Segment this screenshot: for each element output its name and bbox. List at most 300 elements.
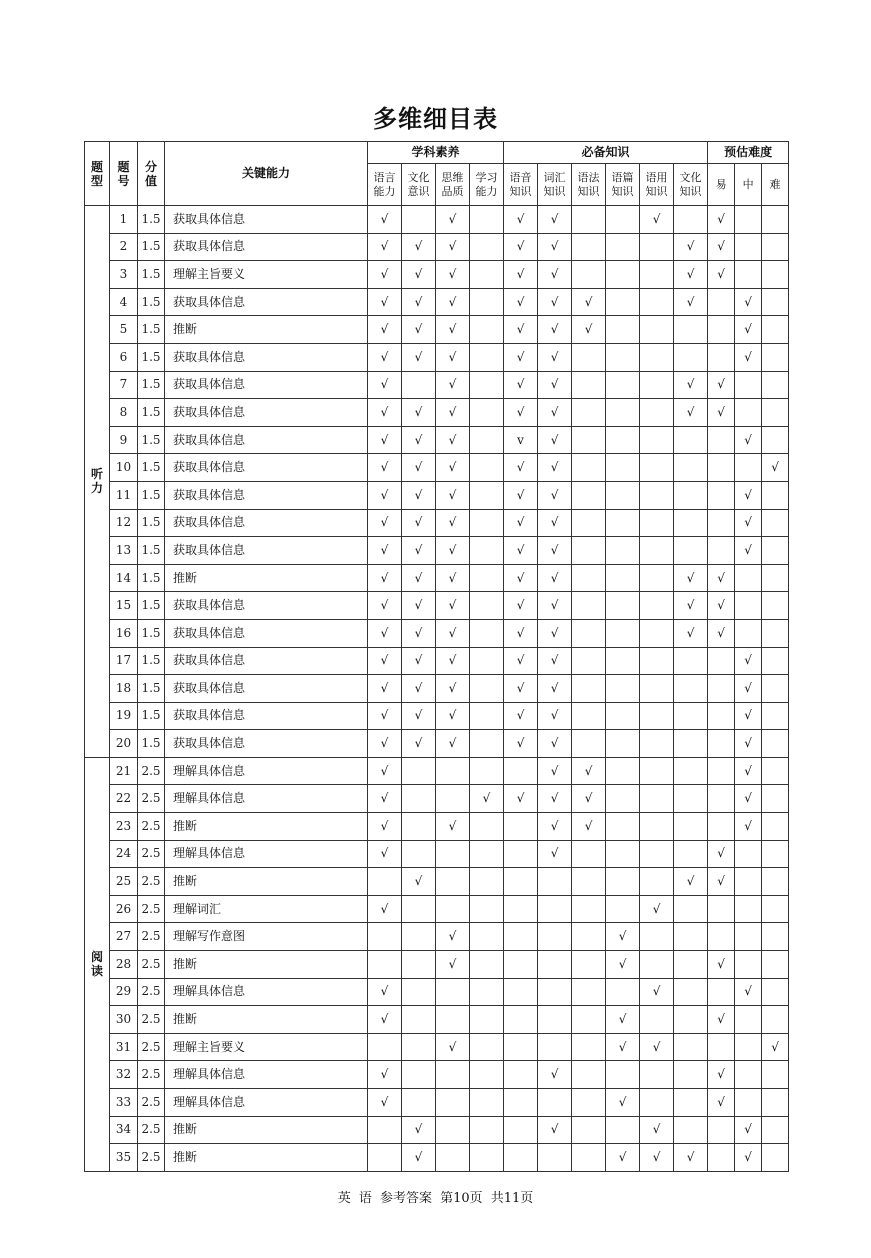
mark-cell: [504, 1116, 538, 1144]
question-number: 3: [110, 261, 138, 289]
table-row: [85, 895, 789, 923]
mark-cell: [470, 261, 504, 289]
mark-cell: [640, 371, 674, 399]
mark-cell: [606, 206, 640, 234]
key-ability-cell: 推断: [165, 1144, 368, 1172]
mark-cell: [640, 537, 674, 565]
mark-cell: [470, 592, 504, 620]
mark-cell: [606, 675, 640, 703]
mark-cell: [640, 868, 674, 896]
header-subcolumn-label: 难: [769, 177, 781, 191]
question-number: 33: [110, 1089, 138, 1117]
mark-cell: √: [640, 895, 674, 923]
mark-cell: [538, 1144, 572, 1172]
mark-cell: [470, 647, 504, 675]
mark-cell: [402, 840, 436, 868]
mark-cell: √: [368, 233, 402, 261]
mark-cell: √: [368, 537, 402, 565]
key-ability-cell: 推断: [165, 1116, 368, 1144]
mark-cell: [606, 399, 640, 427]
mark-cell: √: [436, 426, 470, 454]
mark-cell: √: [708, 564, 735, 592]
mark-cell: √: [436, 399, 470, 427]
mark-cell: √: [538, 233, 572, 261]
mark-cell: [640, 454, 674, 482]
mark-cell: [436, 1089, 470, 1117]
header-number: [110, 142, 138, 206]
mark-cell: [735, 206, 762, 234]
mark-cell: [606, 868, 640, 896]
mark-cell: [762, 399, 789, 427]
mark-cell: √: [368, 813, 402, 841]
mark-cell: v: [504, 426, 538, 454]
mark-cell: [674, 454, 708, 482]
mark-cell: [606, 233, 640, 261]
mark-cell: [640, 316, 674, 344]
question-number: 14: [110, 564, 138, 592]
mark-cell: √: [606, 1006, 640, 1034]
mark-cell: √: [708, 868, 735, 896]
mark-cell: √: [538, 509, 572, 537]
mark-cell: [368, 1033, 402, 1061]
mark-cell: √: [606, 1089, 640, 1117]
mark-cell: [504, 1061, 538, 1089]
score-value: 1.5: [138, 371, 165, 399]
mark-cell: [735, 1033, 762, 1061]
mark-cell: √: [762, 1033, 789, 1061]
mark-cell: [708, 1144, 735, 1172]
mark-cell: [470, 564, 504, 592]
mark-cell: [674, 647, 708, 675]
mark-cell: [572, 730, 606, 758]
key-ability-cell: 获取具体信息: [165, 233, 368, 261]
key-ability-cell: 获取具体信息: [165, 537, 368, 565]
mark-cell: [402, 785, 436, 813]
table-row: [85, 1033, 789, 1061]
mark-cell: √: [606, 923, 640, 951]
mark-cell: [402, 895, 436, 923]
question-number: 16: [110, 619, 138, 647]
mark-cell: √: [402, 592, 436, 620]
score-value: 1.5: [138, 426, 165, 454]
mark-cell: √: [572, 757, 606, 785]
mark-cell: √: [402, 868, 436, 896]
mark-cell: [368, 1144, 402, 1172]
header-subcolumn: [606, 164, 640, 206]
mark-cell: √: [708, 399, 735, 427]
mark-cell: √: [640, 1144, 674, 1172]
mark-cell: √: [708, 371, 735, 399]
header-number-label: 题号: [117, 159, 130, 188]
mark-cell: √: [436, 288, 470, 316]
mark-cell: √: [735, 675, 762, 703]
mark-cell: √: [402, 288, 436, 316]
mark-cell: [640, 1089, 674, 1117]
mark-cell: [762, 233, 789, 261]
mark-cell: [504, 813, 538, 841]
mark-cell: [470, 371, 504, 399]
mark-cell: [606, 537, 640, 565]
mark-cell: [402, 1089, 436, 1117]
mark-cell: [470, 730, 504, 758]
score-value: 1.5: [138, 702, 165, 730]
table-row: [85, 1116, 789, 1144]
mark-cell: [762, 951, 789, 979]
mark-cell: [436, 785, 470, 813]
mark-cell: [538, 1089, 572, 1117]
table-row: [85, 481, 789, 509]
key-ability-cell: 获取具体信息: [165, 730, 368, 758]
table-row: [85, 454, 789, 482]
mark-cell: [538, 868, 572, 896]
question-number: 23: [110, 813, 138, 841]
mark-cell: [470, 813, 504, 841]
mark-cell: √: [436, 564, 470, 592]
mark-cell: [572, 675, 606, 703]
mark-cell: √: [436, 537, 470, 565]
mark-cell: √: [402, 399, 436, 427]
mark-cell: √: [735, 647, 762, 675]
mark-cell: [735, 454, 762, 482]
mark-cell: [640, 481, 674, 509]
mark-cell: √: [368, 343, 402, 371]
key-ability-cell: 获取具体信息: [165, 702, 368, 730]
mark-cell: √: [368, 978, 402, 1006]
mark-cell: √: [735, 978, 762, 1006]
mark-cell: [640, 1006, 674, 1034]
question-number: 4: [110, 288, 138, 316]
mark-cell: √: [504, 454, 538, 482]
mark-cell: [436, 1061, 470, 1089]
mark-cell: √: [674, 1144, 708, 1172]
mark-cell: √: [674, 619, 708, 647]
mark-cell: √: [572, 813, 606, 841]
key-ability-cell: 获取具体信息: [165, 675, 368, 703]
question-number: 26: [110, 895, 138, 923]
header-subcolumn-label: 语音知识: [509, 170, 532, 198]
mark-cell: [606, 730, 640, 758]
mark-cell: [762, 1006, 789, 1034]
mark-cell: [674, 895, 708, 923]
mark-cell: [735, 1006, 762, 1034]
table-row: [85, 316, 789, 344]
mark-cell: [606, 978, 640, 1006]
mark-cell: [708, 426, 735, 454]
mark-cell: √: [368, 619, 402, 647]
mark-cell: √: [538, 757, 572, 785]
question-number: 34: [110, 1116, 138, 1144]
mark-cell: [674, 785, 708, 813]
mark-cell: √: [402, 537, 436, 565]
table-row: [85, 1061, 789, 1089]
score-value: 1.5: [138, 343, 165, 371]
mark-cell: √: [402, 426, 436, 454]
header-subcolumn-label: 文化知识: [679, 170, 702, 198]
score-value: 2.5: [138, 978, 165, 1006]
mark-cell: [640, 951, 674, 979]
mark-cell: √: [504, 371, 538, 399]
question-number: 18: [110, 675, 138, 703]
mark-cell: √: [436, 813, 470, 841]
mark-cell: √: [402, 730, 436, 758]
mark-cell: √: [402, 675, 436, 703]
key-ability-cell: 获取具体信息: [165, 426, 368, 454]
mark-cell: [762, 895, 789, 923]
mark-cell: [504, 757, 538, 785]
mark-cell: [606, 813, 640, 841]
mark-cell: [572, 233, 606, 261]
mark-cell: [640, 757, 674, 785]
mark-cell: √: [674, 371, 708, 399]
mark-cell: √: [368, 840, 402, 868]
header-type-label: 题型: [90, 159, 103, 188]
mark-cell: √: [368, 426, 402, 454]
table-row: [85, 757, 789, 785]
mark-cell: √: [538, 564, 572, 592]
mark-cell: √: [538, 730, 572, 758]
mark-cell: [572, 454, 606, 482]
question-number: 25: [110, 868, 138, 896]
mark-cell: √: [504, 592, 538, 620]
mark-cell: √: [735, 757, 762, 785]
mark-cell: √: [572, 316, 606, 344]
key-ability-cell: 获取具体信息: [165, 343, 368, 371]
mark-cell: √: [640, 1033, 674, 1061]
mark-cell: [538, 951, 572, 979]
question-number: 35: [110, 1144, 138, 1172]
score-value: 1.5: [138, 233, 165, 261]
table-row: [85, 868, 789, 896]
mark-cell: √: [640, 1116, 674, 1144]
mark-cell: √: [538, 813, 572, 841]
mark-cell: [470, 1116, 504, 1144]
score-value: 2.5: [138, 895, 165, 923]
table-row: [85, 206, 789, 234]
mark-cell: [640, 840, 674, 868]
mark-cell: [640, 564, 674, 592]
mark-cell: [470, 454, 504, 482]
mark-cell: [504, 1089, 538, 1117]
mark-cell: √: [538, 702, 572, 730]
mark-cell: [470, 233, 504, 261]
mark-cell: [436, 840, 470, 868]
mark-cell: [674, 840, 708, 868]
mark-cell: [735, 951, 762, 979]
question-number: 6: [110, 343, 138, 371]
mark-cell: [708, 316, 735, 344]
mark-cell: [572, 343, 606, 371]
key-ability-cell: 理解主旨要义: [165, 1033, 368, 1061]
mark-cell: √: [436, 371, 470, 399]
mark-cell: [470, 923, 504, 951]
mark-cell: [708, 978, 735, 1006]
mark-cell: √: [735, 426, 762, 454]
mark-cell: [504, 1144, 538, 1172]
mark-cell: [762, 675, 789, 703]
table-row: [85, 619, 789, 647]
mark-cell: [640, 233, 674, 261]
mark-cell: [640, 923, 674, 951]
mark-cell: [606, 288, 640, 316]
mark-cell: √: [402, 564, 436, 592]
question-number: 2: [110, 233, 138, 261]
mark-cell: [504, 978, 538, 1006]
mark-cell: [436, 868, 470, 896]
mark-cell: √: [538, 537, 572, 565]
question-number: 5: [110, 316, 138, 344]
section-type-label: 听力: [90, 467, 103, 496]
key-ability-cell: 理解具体信息: [165, 757, 368, 785]
mark-cell: [674, 206, 708, 234]
mark-cell: [572, 619, 606, 647]
mark-cell: √: [368, 757, 402, 785]
mark-cell: [708, 785, 735, 813]
mark-cell: [572, 895, 606, 923]
question-number: 1: [110, 206, 138, 234]
mark-cell: [708, 343, 735, 371]
question-number: 29: [110, 978, 138, 1006]
mark-cell: [640, 730, 674, 758]
mark-cell: √: [606, 1033, 640, 1061]
header-subcolumn: [538, 164, 572, 206]
mark-cell: √: [436, 951, 470, 979]
mark-cell: [470, 757, 504, 785]
mark-cell: √: [504, 647, 538, 675]
mark-cell: [572, 1033, 606, 1061]
mark-cell: [606, 261, 640, 289]
header-subcolumn: [640, 164, 674, 206]
score-value: 1.5: [138, 261, 165, 289]
mark-cell: [735, 261, 762, 289]
mark-cell: √: [368, 1061, 402, 1089]
key-ability-cell: 获取具体信息: [165, 454, 368, 482]
mark-cell: [470, 951, 504, 979]
score-value: 1.5: [138, 730, 165, 758]
mark-cell: √: [436, 702, 470, 730]
mark-cell: [606, 592, 640, 620]
question-number: 12: [110, 509, 138, 537]
mark-cell: √: [504, 702, 538, 730]
mark-cell: [402, 978, 436, 1006]
mark-cell: [572, 564, 606, 592]
mark-cell: √: [368, 316, 402, 344]
header-score-label: 分值: [144, 159, 157, 188]
mark-cell: [470, 1144, 504, 1172]
mark-cell: √: [504, 509, 538, 537]
mark-cell: [572, 1144, 606, 1172]
table-row: [85, 840, 789, 868]
mark-cell: [470, 1089, 504, 1117]
key-ability-cell: 获取具体信息: [165, 399, 368, 427]
mark-cell: √: [504, 288, 538, 316]
mark-cell: [504, 951, 538, 979]
key-ability-cell: 获取具体信息: [165, 288, 368, 316]
mark-cell: √: [735, 316, 762, 344]
header-subcolumn: [572, 164, 606, 206]
mark-cell: [674, 757, 708, 785]
section-type-cell: [85, 206, 110, 758]
mark-cell: [762, 813, 789, 841]
mark-cell: [762, 288, 789, 316]
mark-cell: √: [368, 1006, 402, 1034]
mark-cell: √: [735, 537, 762, 565]
mark-cell: [504, 895, 538, 923]
mark-cell: [735, 868, 762, 896]
mark-cell: √: [674, 564, 708, 592]
score-value: 1.5: [138, 564, 165, 592]
header-score: [138, 142, 165, 206]
mark-cell: √: [538, 426, 572, 454]
mark-cell: [436, 895, 470, 923]
score-value: 2.5: [138, 1116, 165, 1144]
score-value: 1.5: [138, 647, 165, 675]
mark-cell: [640, 399, 674, 427]
mark-cell: [735, 564, 762, 592]
key-ability-cell: 推断: [165, 813, 368, 841]
mark-cell: √: [402, 233, 436, 261]
mark-cell: √: [640, 978, 674, 1006]
mark-cell: [470, 868, 504, 896]
mark-cell: [674, 813, 708, 841]
mark-cell: [572, 840, 606, 868]
mark-cell: √: [538, 261, 572, 289]
mark-cell: [470, 1006, 504, 1034]
mark-cell: [402, 1006, 436, 1034]
mark-cell: √: [708, 840, 735, 868]
mark-cell: [436, 1006, 470, 1034]
mark-cell: [470, 343, 504, 371]
mark-cell: √: [708, 1061, 735, 1089]
mark-cell: √: [470, 785, 504, 813]
table-row: [85, 233, 789, 261]
table-row: [85, 564, 789, 592]
mark-cell: √: [504, 564, 538, 592]
question-number: 32: [110, 1061, 138, 1089]
mark-cell: √: [504, 537, 538, 565]
key-ability-cell: 获取具体信息: [165, 481, 368, 509]
mark-cell: [572, 868, 606, 896]
mark-cell: [674, 675, 708, 703]
mark-cell: [470, 1033, 504, 1061]
table-row: [85, 343, 789, 371]
mark-cell: [762, 537, 789, 565]
mark-cell: √: [402, 261, 436, 289]
table-row: [85, 537, 789, 565]
header-subcolumn: [735, 164, 762, 206]
mark-cell: √: [504, 233, 538, 261]
mark-cell: √: [368, 261, 402, 289]
key-ability-cell: 推断: [165, 868, 368, 896]
mark-cell: √: [368, 206, 402, 234]
mark-cell: [708, 454, 735, 482]
header-group: 必备知识: [504, 142, 708, 164]
mark-cell: [470, 840, 504, 868]
key-ability-cell: 理解写作意图: [165, 923, 368, 951]
score-value: 1.5: [138, 454, 165, 482]
mark-cell: √: [504, 261, 538, 289]
score-value: 1.5: [138, 537, 165, 565]
header-group: 学科素养: [368, 142, 504, 164]
table-row: [85, 1006, 789, 1034]
mark-cell: [762, 1116, 789, 1144]
mark-cell: √: [538, 371, 572, 399]
table-row: [85, 923, 789, 951]
mark-cell: √: [708, 233, 735, 261]
mark-cell: √: [436, 619, 470, 647]
mark-cell: [402, 371, 436, 399]
mark-cell: [674, 481, 708, 509]
table-row: [85, 730, 789, 758]
